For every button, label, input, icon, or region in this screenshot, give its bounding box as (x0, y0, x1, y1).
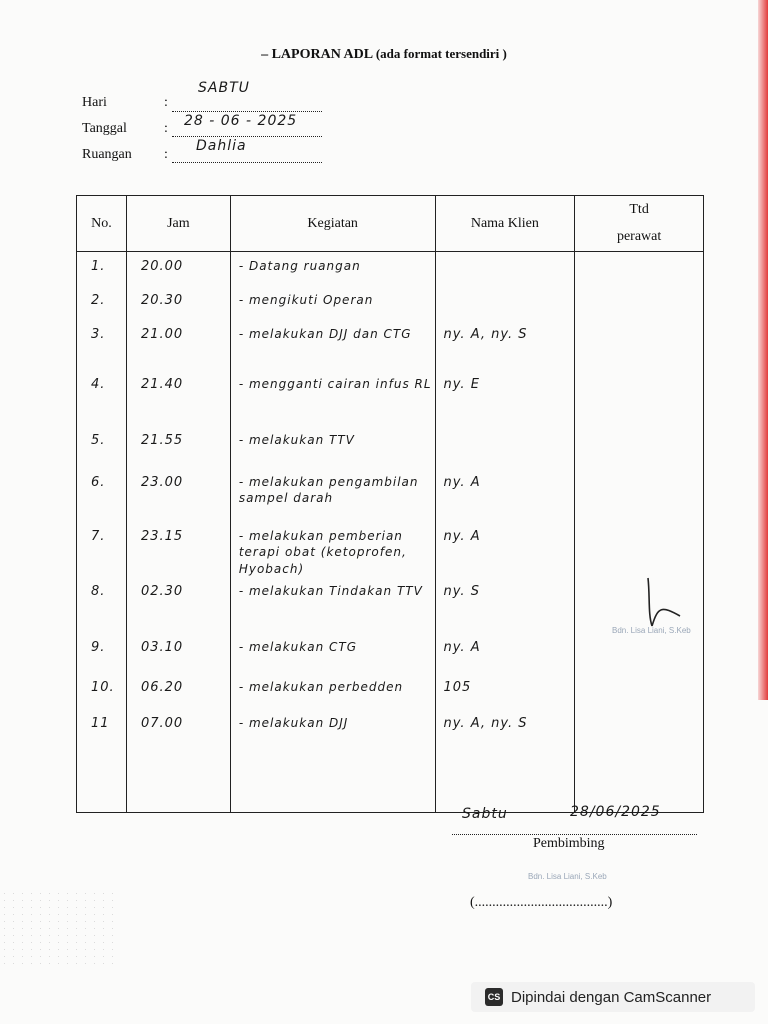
scan-noise (0, 890, 120, 970)
cell-empty (230, 745, 435, 813)
footer-place: Sabtu (462, 806, 508, 822)
table-row (77, 252, 704, 287)
cell-no: 9. (77, 633, 127, 673)
footer-date-line (452, 833, 697, 835)
field-label-tanggal: Tanggal (82, 121, 127, 136)
cell-no: 6. (77, 468, 127, 522)
cell-klien: ny. A, ny. S (435, 320, 575, 370)
title-text: LAPORAN ADL (271, 47, 373, 62)
cell-kegiatan: - melakukan DJJ (230, 709, 435, 745)
col-ttd-line1: Ttd (629, 202, 649, 217)
cell-kegiatan: - mengikuti Operan (230, 286, 435, 320)
cell-jam: 02.30 (126, 577, 230, 633)
table-row (77, 709, 704, 745)
cell-klien: ny. S (435, 577, 575, 633)
cell-jam: 20.30 (126, 286, 230, 320)
field-colon: : (164, 95, 168, 110)
cell-klien (435, 426, 575, 468)
field-label-ruangan: Ruangan (82, 147, 132, 162)
cell-jam: 21.00 (126, 320, 230, 370)
cell-no: 1. (77, 252, 127, 287)
cell-klien: ny. A (435, 468, 575, 522)
table-body (77, 252, 704, 813)
cell-jam: 06.20 (126, 673, 230, 709)
table-row (77, 320, 704, 370)
cell-ttd (575, 320, 704, 370)
field-line-tanggal (172, 135, 322, 137)
cell-klien: ny. A (435, 522, 575, 577)
cell-ttd (575, 709, 704, 745)
cell-kegiatan: - melakukan DJJ dan CTG (230, 320, 435, 370)
cell-ttd (575, 522, 704, 577)
cell-kegiatan: - mengganti cairan infus RL (230, 370, 435, 426)
format-note: (ada format tersendiri ) (375, 46, 507, 61)
cell-empty (435, 745, 575, 813)
pembimbing-stamp: Bdn. Lisa Liani, S.Keb (528, 872, 607, 881)
col-kegiatan: Kegiatan (230, 196, 435, 252)
field-line-ruangan (172, 161, 322, 163)
table-row (77, 522, 704, 577)
cell-kegiatan: - melakukan Tindakan TTV (230, 577, 435, 633)
cell-empty (575, 745, 704, 813)
cell-klien: ny. A (435, 633, 575, 673)
cell-ttd (575, 633, 704, 673)
table-row (77, 286, 704, 320)
table-row (77, 426, 704, 468)
cell-no: 7. (77, 522, 127, 577)
cell-no: 11 (77, 709, 127, 745)
activity-table (76, 195, 704, 813)
table-row (77, 673, 704, 709)
table-row (77, 468, 704, 522)
cell-no: 8. (77, 577, 127, 633)
field-value-ruangan: Dahlia (196, 138, 247, 154)
cell-empty (77, 745, 127, 813)
pembimbing-label: Pembimbing (533, 836, 605, 851)
cell-jam: 21.40 (126, 370, 230, 426)
nurse-stamp: Bdn. Lisa Liani, S.Keb (612, 626, 691, 635)
cell-jam: 21.55 (126, 426, 230, 468)
scan-edge (758, 0, 768, 700)
cell-no: 4. (77, 370, 127, 426)
field-colon: : (164, 147, 168, 162)
col-jam: Jam (126, 196, 230, 252)
footer-date: 28/06/2025 (570, 804, 661, 820)
cell-kegiatan: - melakukan CTG (230, 633, 435, 673)
col-klien: Nama Klien (435, 196, 575, 252)
cell-klien: ny. E (435, 370, 575, 426)
cell-no: 2. (77, 286, 127, 320)
cell-ttd (575, 252, 704, 287)
table-row (77, 633, 704, 673)
table-row (77, 577, 704, 633)
col-ttd (575, 196, 704, 252)
cell-kegiatan: - melakukan perbedden (230, 673, 435, 709)
cell-empty (126, 745, 230, 813)
table-header-row (77, 196, 704, 252)
cell-jam: 07.00 (126, 709, 230, 745)
document-title: – LAPORAN ADL (ada format tersendiri ) (261, 46, 507, 62)
cell-ttd (575, 370, 704, 426)
cell-kegiatan: - melakukan pemberian terapi obat (ketoprofen, Hyobach) (230, 522, 435, 577)
cell-ttd (575, 286, 704, 320)
field-value-hari: SABTU (198, 80, 250, 96)
cell-klien: 105 (435, 673, 575, 709)
cell-jam: 23.00 (126, 468, 230, 522)
cell-klien: ny. A, ny. S (435, 709, 575, 745)
table-row-empty (77, 745, 704, 813)
camscanner-icon: CS (485, 988, 503, 1006)
cell-ttd (575, 673, 704, 709)
cell-jam: 23.15 (126, 522, 230, 577)
camscanner-badge (471, 982, 755, 1012)
cell-no: 10. (77, 673, 127, 709)
cell-klien (435, 252, 575, 287)
cell-kegiatan: - melakukan TTV (230, 426, 435, 468)
cell-jam: 03.10 (126, 633, 230, 673)
cell-klien (435, 286, 575, 320)
cell-kegiatan: - melakukan pengambilan sampel darah (230, 468, 435, 522)
field-colon: : (164, 121, 168, 136)
cell-jam: 20.00 (126, 252, 230, 287)
field-value-tanggal: 28 - 06 - 2025 (184, 113, 298, 129)
cell-no: 3. (77, 320, 127, 370)
camscanner-text: Dipindai dengan CamScanner (511, 988, 712, 1006)
cell-kegiatan: - Datang ruangan (230, 252, 435, 287)
field-label-hari: Hari (82, 95, 107, 110)
col-no: No. (77, 196, 127, 252)
col-ttd-line2: perawat (616, 228, 662, 244)
cell-ttd (575, 426, 704, 468)
table-row (77, 370, 704, 426)
cell-ttd (575, 468, 704, 522)
field-line-hari (172, 110, 322, 112)
pembimbing-name-line: (......................................) (470, 895, 613, 910)
cell-no: 5. (77, 426, 127, 468)
